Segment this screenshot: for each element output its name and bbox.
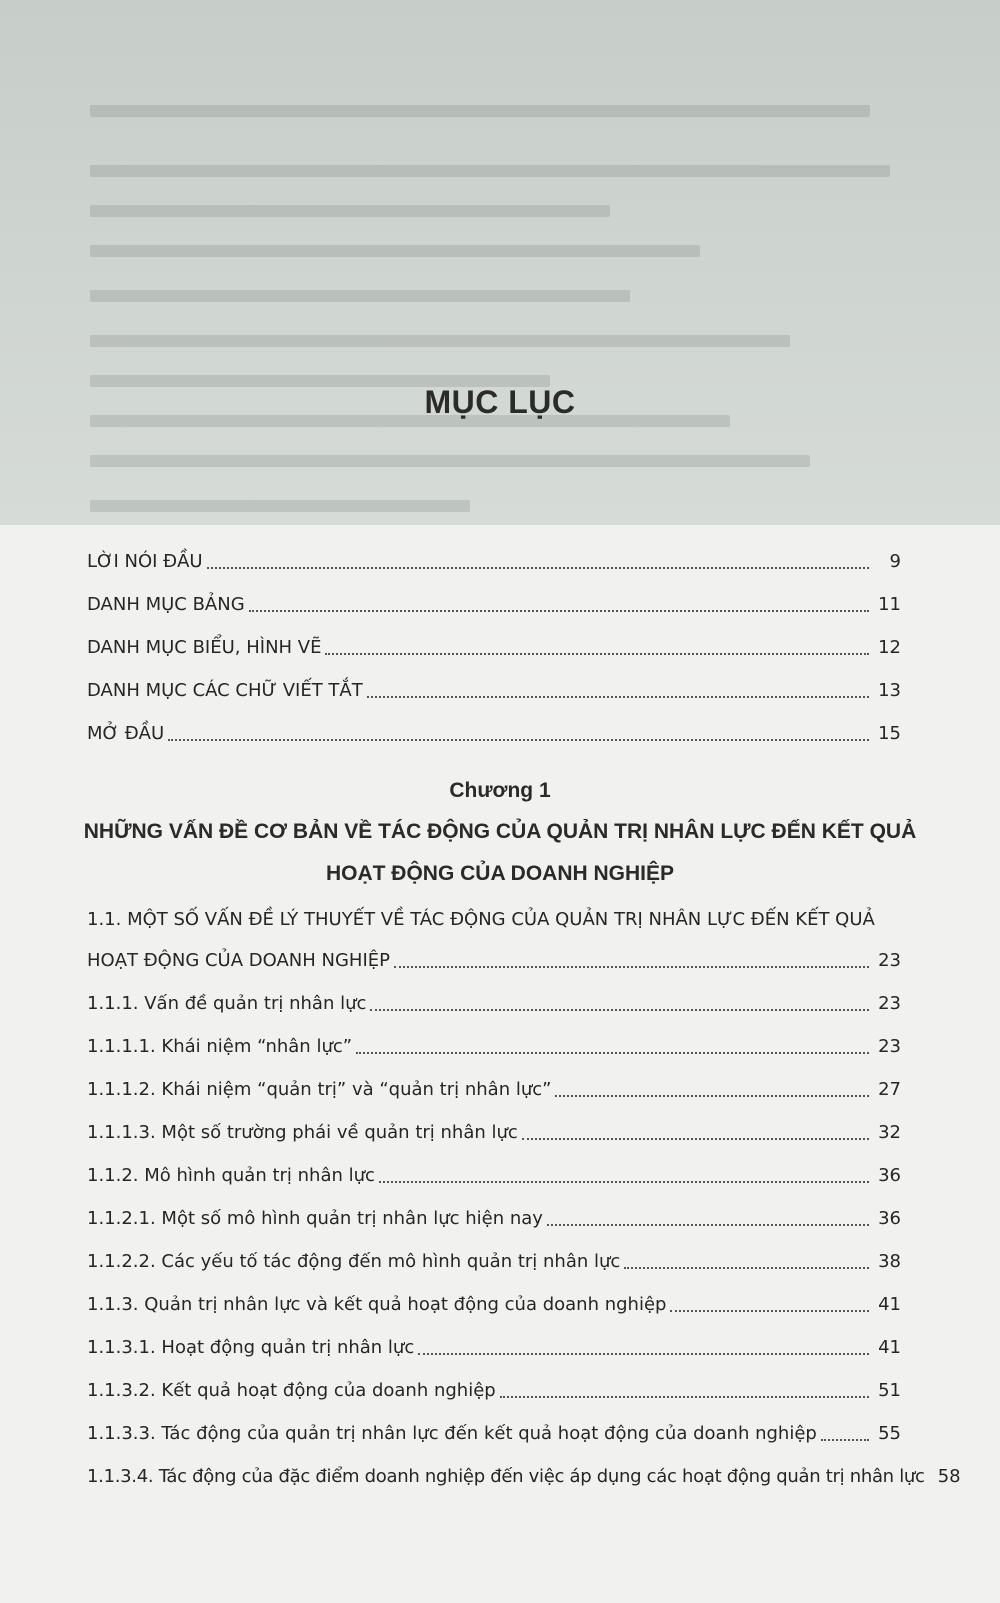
dot-leader — [555, 1095, 869, 1097]
toc-page-number: 41 — [878, 1294, 901, 1315]
chapter-title-line1: NHỮNG VẤN ĐỀ CƠ BẢN VỀ TÁC ĐỘNG CỦA QUẢN TRỊ NHÂN LỰC ĐẾN KẾT QUẢ — [83, 820, 917, 843]
toc-row — [87, 679, 901, 703]
toc-page-number: 11 — [878, 594, 901, 615]
toc-page-number: 12 — [878, 637, 901, 658]
dot-leader — [168, 739, 869, 741]
toc-page-number: 58 — [937, 1466, 961, 1487]
toc-row — [87, 550, 901, 574]
toc-entry-label: 1.1.3. Quản trị nhân lực và kết quả hoạt động của doanh nghiệp — [87, 1294, 667, 1315]
toc-row — [87, 1336, 901, 1360]
toc-row — [87, 722, 901, 746]
dot-leader — [367, 696, 869, 698]
toc-entry-label: HOẠT ĐỘNG CỦA DOANH NGHIỆP — [87, 950, 390, 971]
toc-row — [87, 1250, 901, 1274]
toc-entry-label: 1.1.2. Mô hình quản trị nhân lực — [87, 1165, 375, 1186]
toc-entry-label: 1.1.1.1. Khái niệm “nhân lực” — [87, 1036, 353, 1057]
dot-leader — [418, 1353, 869, 1355]
toc-row — [87, 593, 901, 617]
toc-page-number: 27 — [878, 1079, 901, 1100]
toc-entry-label: 1.1.1.3. Một số trường phái về quản trị nhân lực — [87, 1122, 518, 1143]
toc-entry-label: 1.1.3.3. Tác động của quản trị nhân lực đến kết quả hoạt động của doanh nghiệp — [87, 1423, 817, 1444]
toc-page-number: 15 — [878, 723, 901, 744]
bleed-through-band — [0, 0, 1000, 525]
toc-page-number: 9 — [889, 551, 901, 572]
dot-leader — [821, 1439, 869, 1441]
toc-row — [87, 1465, 961, 1489]
toc-page-number: 13 — [878, 680, 901, 701]
dot-leader — [547, 1224, 869, 1226]
toc-entry-label: DANH MỤC CÁC CHỮ VIẾT TẮT — [87, 680, 363, 701]
toc-row — [87, 1121, 901, 1145]
toc-entry-first-line: 1.1. MỘT SỐ VẤN ĐỀ LÝ THUYẾT VỀ TÁC ĐỘNG CỦA QUẢN TRỊ NHÂN LỰC ĐẾN KẾT QUẢ — [87, 909, 875, 930]
toc-entry-label: 1.1.3.2. Kết quả hoạt động của doanh nghiệp — [87, 1380, 496, 1401]
toc-page-number: 32 — [878, 1122, 901, 1143]
dot-leader — [624, 1267, 869, 1269]
dot-leader — [394, 966, 869, 968]
toc-entry-label: 1.1.1.2. Khái niệm “quản trị” và “quản trị nhân lực” — [87, 1079, 552, 1100]
dot-leader — [325, 653, 869, 655]
dot-leader — [670, 1310, 869, 1312]
toc-page-number: 51 — [878, 1380, 901, 1401]
toc-entry-label: 1.1.3.4. Tác động của đặc điểm doanh nghiệp đến việc áp dụng các hoạt động quản trị nhân lực — [87, 1466, 925, 1487]
bleed-through-text — [90, 95, 920, 525]
toc-page-number: 55 — [878, 1423, 901, 1444]
page-title: MỤC LỤC — [424, 384, 576, 420]
toc-entry-label: LỜI NÓI ĐẦU — [87, 551, 203, 572]
toc-page-number: 38 — [878, 1251, 901, 1272]
toc-page-number: 36 — [878, 1165, 901, 1186]
toc-row — [87, 1379, 901, 1403]
toc-entry-label: DANH MỤC BẢNG — [87, 594, 245, 615]
toc-page-number: 23 — [878, 1036, 901, 1057]
toc-page-number: 36 — [878, 1208, 901, 1229]
toc-row — [87, 1078, 901, 1102]
toc-entry-label: 1.1.1. Vấn đề quản trị nhân lực — [87, 993, 367, 1014]
toc-entry-label: 1.1.2.1. Một số mô hình quản trị nhân lực hiện nay — [87, 1208, 543, 1229]
toc-entry-label: 1.1.2.2. Các yếu tố tác động đến mô hình quản trị nhân lực — [87, 1251, 621, 1272]
toc-entry-label: 1.1.3.1. Hoạt động quản trị nhân lực — [87, 1337, 415, 1358]
toc-row — [87, 949, 901, 973]
toc-page-number: 41 — [878, 1337, 901, 1358]
chapter-title-line2: HOẠT ĐỘNG CỦA DOANH NGHIỆP — [325, 862, 675, 885]
dot-leader — [370, 1009, 869, 1011]
toc-entry-label: DANH MỤC BIỂU, HÌNH VẼ — [87, 637, 322, 658]
dot-leader — [522, 1138, 869, 1140]
dot-leader — [207, 567, 869, 569]
toc-page-number: 23 — [878, 993, 901, 1014]
dot-leader — [356, 1052, 869, 1054]
toc-row — [87, 1293, 901, 1317]
toc-row — [87, 1164, 901, 1188]
toc-row — [87, 1422, 901, 1446]
toc-row — [87, 636, 901, 660]
dot-leader — [249, 610, 869, 612]
chapter-label: Chương 1 — [449, 779, 551, 802]
dot-leader — [379, 1181, 869, 1183]
toc-row — [87, 1035, 901, 1059]
toc-row — [87, 992, 901, 1016]
toc-page-number: 23 — [878, 950, 901, 971]
toc-row — [87, 1207, 901, 1231]
dot-leader — [500, 1396, 869, 1398]
toc-entry-label: MỞ ĐẦU — [87, 723, 165, 744]
